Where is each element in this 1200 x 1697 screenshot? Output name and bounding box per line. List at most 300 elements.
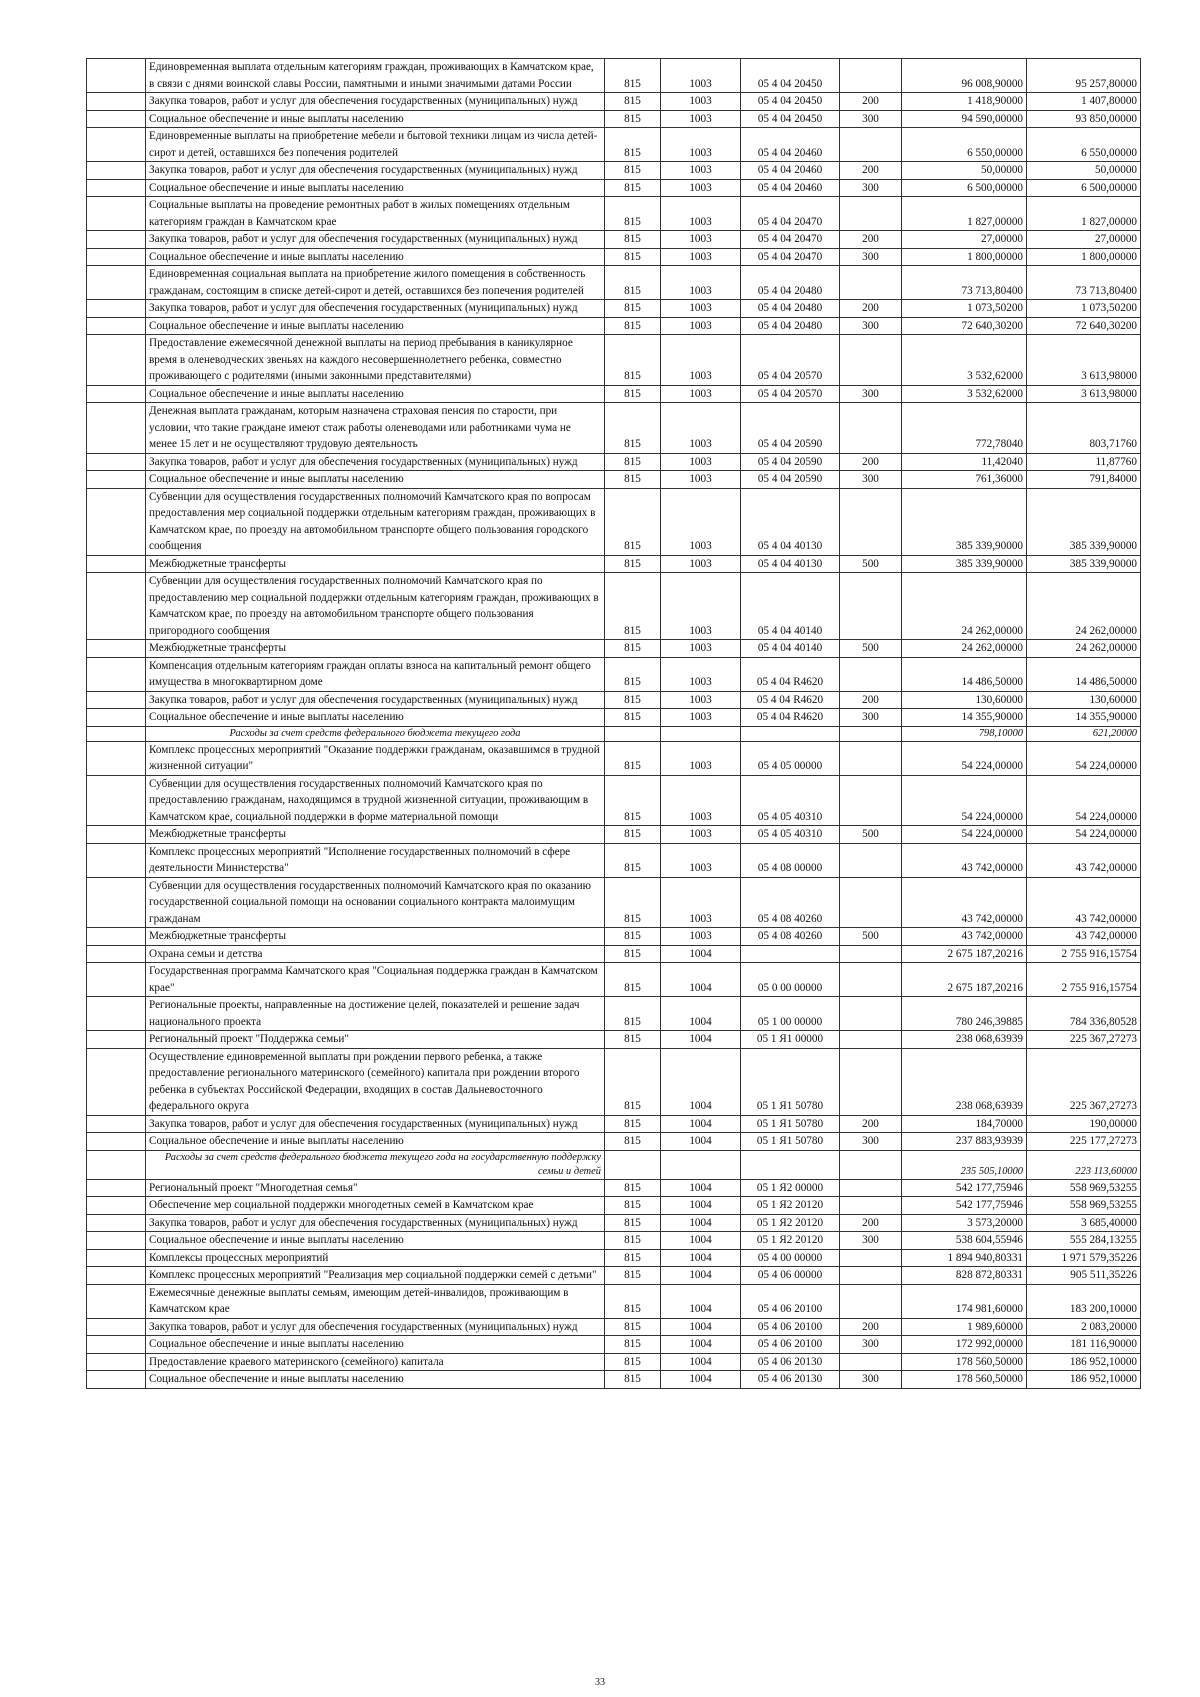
expense-type-code xyxy=(840,741,902,775)
target-article-code: 05 1 Я1 50780 xyxy=(741,1115,840,1133)
amount-year-2: 73 713,80400 xyxy=(1027,266,1141,300)
section-code: 1003 xyxy=(661,877,741,928)
empty-cell xyxy=(87,59,146,93)
table-row xyxy=(87,963,1141,997)
amount-year-2: 3 685,40000 xyxy=(1027,1214,1141,1232)
target-article-code: 05 4 04 20450 xyxy=(741,93,840,111)
grbs-code: 815 xyxy=(605,179,661,197)
target-article-code: 05 4 04 20470 xyxy=(741,197,840,231)
table-row xyxy=(87,1179,1141,1197)
expense-type-code xyxy=(840,1197,902,1215)
amount-year-1: 54 224,00000 xyxy=(902,826,1027,844)
target-article-code: 05 1 Я2 00000 xyxy=(741,1179,840,1197)
empty-cell xyxy=(87,843,146,877)
amount-year-1: 24 262,00000 xyxy=(902,573,1027,640)
item-name: Закупка товаров, работ и услуг для обеспечения государственных (муниципальных) нужд xyxy=(146,93,605,111)
grbs-code: 815 xyxy=(605,1031,661,1049)
section-code: 1004 xyxy=(661,1197,741,1215)
empty-cell xyxy=(87,93,146,111)
section-code: 1003 xyxy=(661,471,741,489)
amount-year-2: 803,71760 xyxy=(1027,403,1141,454)
target-article-code: 05 4 04 40140 xyxy=(741,573,840,640)
item-name: Закупка товаров, работ и услуг для обеспечения государственных (муниципальных) нужд xyxy=(146,300,605,318)
target-article-code: 05 4 05 40310 xyxy=(741,826,840,844)
target-article-code: 05 4 04 20590 xyxy=(741,403,840,454)
section-code: 1003 xyxy=(661,640,741,658)
amount-year-2: 621,20000 xyxy=(1027,726,1141,741)
amount-year-2: 1 073,50200 xyxy=(1027,300,1141,318)
amount-year-1: 94 590,00000 xyxy=(902,110,1027,128)
empty-cell xyxy=(87,1133,146,1151)
amount-year-1: 1 073,50200 xyxy=(902,300,1027,318)
section-code: 1003 xyxy=(661,231,741,249)
empty-cell xyxy=(87,741,146,775)
amount-year-1: 6 500,00000 xyxy=(902,179,1027,197)
grbs-code: 815 xyxy=(605,555,661,573)
grbs-code: 815 xyxy=(605,1048,661,1115)
item-name: Закупка товаров, работ и услуг для обеспечения государственных (муниципальных) нужд xyxy=(146,1115,605,1133)
amount-year-1: 73 713,80400 xyxy=(902,266,1027,300)
target-article-code: 05 1 00 00000 xyxy=(741,997,840,1031)
expense-type-code xyxy=(840,726,902,741)
item-name: Социальное обеспечение и иные выплаты населению xyxy=(146,179,605,197)
expense-type-code xyxy=(840,1353,902,1371)
grbs-code: 815 xyxy=(605,657,661,691)
grbs-code: 815 xyxy=(605,128,661,162)
section-code: 1003 xyxy=(661,691,741,709)
target-article-code: 05 1 Я2 20120 xyxy=(741,1214,840,1232)
item-name: Комплексы процессных мероприятий xyxy=(146,1249,605,1267)
section-code: 1003 xyxy=(661,657,741,691)
amount-year-2: 27,00000 xyxy=(1027,231,1141,249)
amount-year-2: 130,60000 xyxy=(1027,691,1141,709)
empty-cell xyxy=(87,335,146,386)
item-name: Закупка товаров, работ и услуг для обеспечения государственных (муниципальных) нужд xyxy=(146,1214,605,1232)
empty-cell xyxy=(87,963,146,997)
item-name: Социальные выплаты на проведение ремонтных работ в жилых помещениях отдельным категориям граждан в Камчатском крае xyxy=(146,197,605,231)
amount-year-1: 43 742,00000 xyxy=(902,928,1027,946)
amount-year-2: 555 284,13255 xyxy=(1027,1232,1141,1250)
table-row xyxy=(87,1249,1141,1267)
section-code: 1004 xyxy=(661,1179,741,1197)
expense-type-code: 200 xyxy=(840,231,902,249)
amount-year-2: 2 755 916,15754 xyxy=(1027,963,1141,997)
amount-year-1: 238 068,63939 xyxy=(902,1048,1027,1115)
grbs-code: 815 xyxy=(605,471,661,489)
section-code: 1003 xyxy=(661,110,741,128)
table-row xyxy=(87,59,1141,93)
target-article-code: 05 1 Я1 00000 xyxy=(741,1031,840,1049)
section-code: 1003 xyxy=(661,928,741,946)
expense-type-code xyxy=(840,1048,902,1115)
amount-year-1: 54 224,00000 xyxy=(902,741,1027,775)
amount-year-1: 54 224,00000 xyxy=(902,775,1027,826)
section-code: 1003 xyxy=(661,317,741,335)
amount-year-2: 1 407,80000 xyxy=(1027,93,1141,111)
amount-year-2: 225 367,27273 xyxy=(1027,1048,1141,1115)
empty-cell xyxy=(87,775,146,826)
amount-year-2: 24 262,00000 xyxy=(1027,573,1141,640)
item-name: Межбюджетные трансферты xyxy=(146,826,605,844)
table-row xyxy=(87,300,1141,318)
section-code: 1004 xyxy=(661,1336,741,1354)
empty-cell xyxy=(87,266,146,300)
target-article-code: 05 4 08 00000 xyxy=(741,843,840,877)
target-article-code: 05 4 04 20570 xyxy=(741,335,840,386)
expense-type-code: 300 xyxy=(840,1133,902,1151)
section-code: 1003 xyxy=(661,266,741,300)
table-row xyxy=(87,928,1141,946)
target-article-code: 05 4 04 R4620 xyxy=(741,709,840,727)
section-code: 1004 xyxy=(661,945,741,963)
grbs-code: 815 xyxy=(605,1318,661,1336)
section-code: 1003 xyxy=(661,453,741,471)
section-code: 1003 xyxy=(661,93,741,111)
target-article-code: 05 4 05 00000 xyxy=(741,741,840,775)
empty-cell xyxy=(87,657,146,691)
section-code: 1004 xyxy=(661,997,741,1031)
amount-year-2: 54 224,00000 xyxy=(1027,775,1141,826)
empty-cell xyxy=(87,162,146,180)
expense-type-code: 300 xyxy=(840,385,902,403)
empty-cell xyxy=(87,1284,146,1318)
empty-cell xyxy=(87,928,146,946)
item-name: Комплекс процессных мероприятий "Исполнение государственных полномочий в сфере деятельности Министерства" xyxy=(146,843,605,877)
table-row xyxy=(87,266,1141,300)
budget-table xyxy=(86,58,1141,1389)
empty-cell xyxy=(87,691,146,709)
section-code: 1004 xyxy=(661,1353,741,1371)
target-article-code: 05 4 04 20590 xyxy=(741,471,840,489)
amount-year-2: 95 257,80000 xyxy=(1027,59,1141,93)
amount-year-2: 54 224,00000 xyxy=(1027,826,1141,844)
empty-cell xyxy=(87,997,146,1031)
table-row xyxy=(87,691,1141,709)
section-code: 1004 xyxy=(661,1284,741,1318)
expense-type-code xyxy=(840,403,902,454)
amount-year-2: 558 969,53255 xyxy=(1027,1197,1141,1215)
table-row xyxy=(87,248,1141,266)
empty-cell xyxy=(87,1179,146,1197)
table-row xyxy=(87,1284,1141,1318)
item-name: Предоставление краевого материнского (семейного) капитала xyxy=(146,1353,605,1371)
empty-cell xyxy=(87,179,146,197)
target-article-code: 05 4 04 20470 xyxy=(741,248,840,266)
table-row xyxy=(87,1318,1141,1336)
amount-year-1: 43 742,00000 xyxy=(902,877,1027,928)
section-code: 1003 xyxy=(661,128,741,162)
amount-year-1: 3 532,62000 xyxy=(902,335,1027,386)
amount-year-1: 6 550,00000 xyxy=(902,128,1027,162)
empty-cell xyxy=(87,1150,146,1179)
amount-year-1: 43 742,00000 xyxy=(902,843,1027,877)
amount-year-2: 385 339,90000 xyxy=(1027,488,1141,555)
amount-year-2: 225 367,27273 xyxy=(1027,1031,1141,1049)
grbs-code: 815 xyxy=(605,1249,661,1267)
amount-year-1: 798,10000 xyxy=(902,726,1027,741)
grbs-code: 815 xyxy=(605,573,661,640)
amount-year-1: 24 262,00000 xyxy=(902,640,1027,658)
target-article-code: 05 4 06 20100 xyxy=(741,1318,840,1336)
grbs-code: 815 xyxy=(605,1371,661,1389)
item-name: Социальное обеспечение и иные выплаты населению xyxy=(146,1232,605,1250)
item-name: Предоставление ежемесячной денежной выплаты на период пребывания в каникулярное время в оленеводческих звеньях на каждого несовершеннолетнего ребенка, совместно проживающего с родителями (иными законными представителями) xyxy=(146,335,605,386)
table-row xyxy=(87,775,1141,826)
table-row xyxy=(87,197,1141,231)
amount-year-2: 186 952,10000 xyxy=(1027,1353,1141,1371)
expense-type-code: 200 xyxy=(840,1214,902,1232)
amount-year-2: 1 827,00000 xyxy=(1027,197,1141,231)
section-code: 1004 xyxy=(661,1031,741,1049)
amount-year-1: 96 008,90000 xyxy=(902,59,1027,93)
section-code: 1004 xyxy=(661,1115,741,1133)
empty-cell xyxy=(87,1214,146,1232)
expense-type-code: 300 xyxy=(840,1336,902,1354)
table-row xyxy=(87,573,1141,640)
expense-type-code xyxy=(840,573,902,640)
section-code: 1004 xyxy=(661,1048,741,1115)
item-name: Региональный проект "Многодетная семья" xyxy=(146,1179,605,1197)
expense-type-code: 300 xyxy=(840,110,902,128)
target-article-code: 05 4 04 20590 xyxy=(741,453,840,471)
section-code xyxy=(661,1150,741,1179)
table-row xyxy=(87,945,1141,963)
amount-year-1: 828 872,80331 xyxy=(902,1267,1027,1285)
section-code: 1003 xyxy=(661,573,741,640)
grbs-code: 815 xyxy=(605,877,661,928)
item-name: Межбюджетные трансферты xyxy=(146,928,605,946)
grbs-code: 815 xyxy=(605,1115,661,1133)
amount-year-2: 3 613,98000 xyxy=(1027,335,1141,386)
empty-cell xyxy=(87,1115,146,1133)
amount-year-2: 791,84000 xyxy=(1027,471,1141,489)
target-article-code: 05 4 04 20460 xyxy=(741,128,840,162)
expense-type-code xyxy=(840,1284,902,1318)
expense-type-code: 300 xyxy=(840,709,902,727)
expense-type-code: 500 xyxy=(840,826,902,844)
section-code: 1003 xyxy=(661,385,741,403)
item-name: Закупка товаров, работ и услуг для обеспечения государственных (муниципальных) нужд xyxy=(146,1318,605,1336)
amount-year-2: 43 742,00000 xyxy=(1027,843,1141,877)
item-name: Субвенции для осуществления государственных полномочий Камчатского края по предоставлению гражданам, находящимся в трудной жизненной ситуации, проживающим в Камчатском крае, социальной поддержки в форме материальной помощи xyxy=(146,775,605,826)
amount-year-2: 14 355,90000 xyxy=(1027,709,1141,727)
empty-cell xyxy=(87,1336,146,1354)
amount-year-2: 181 116,90000 xyxy=(1027,1336,1141,1354)
table-row xyxy=(87,453,1141,471)
table-row xyxy=(87,1371,1141,1389)
section-code: 1004 xyxy=(661,963,741,997)
item-name: Единовременная социальная выплата на приобретение жилого помещения в собственность гражданам, состоящим в списке детей-сирот и детей, оставшихся без попечения родителей xyxy=(146,266,605,300)
item-name: Социальное обеспечение и иные выплаты населению xyxy=(146,317,605,335)
empty-cell xyxy=(87,640,146,658)
target-article-code: 05 4 05 40310 xyxy=(741,775,840,826)
target-article-code: 05 4 04 40130 xyxy=(741,488,840,555)
grbs-code: 815 xyxy=(605,403,661,454)
table-row xyxy=(87,317,1141,335)
grbs-code: 815 xyxy=(605,691,661,709)
section-code: 1004 xyxy=(661,1249,741,1267)
empty-cell xyxy=(87,945,146,963)
amount-year-2: 6 550,00000 xyxy=(1027,128,1141,162)
grbs-code: 815 xyxy=(605,162,661,180)
empty-cell xyxy=(87,573,146,640)
grbs-code: 815 xyxy=(605,945,661,963)
amount-year-1: 542 177,75946 xyxy=(902,1197,1027,1215)
target-article-code: 05 0 00 00000 xyxy=(741,963,840,997)
amount-year-1: 1 989,60000 xyxy=(902,1318,1027,1336)
expense-type-code xyxy=(840,997,902,1031)
amount-year-1: 72 640,30200 xyxy=(902,317,1027,335)
amount-year-1: 11,42040 xyxy=(902,453,1027,471)
item-name: Расходы за счет средств федерального бюджета текущего года на государственную поддержку семьи и детей xyxy=(146,1150,605,1179)
grbs-code: 815 xyxy=(605,741,661,775)
section-code: 1003 xyxy=(661,826,741,844)
table-row xyxy=(87,657,1141,691)
grbs-code: 815 xyxy=(605,1267,661,1285)
amount-year-2: 24 262,00000 xyxy=(1027,640,1141,658)
grbs-code: 815 xyxy=(605,488,661,555)
amount-year-1: 14 486,50000 xyxy=(902,657,1027,691)
item-name: Субвенции для осуществления государственных полномочий Камчатского края по предоставлению мер социальной поддержки отдельным категориям граждан, проживающих в Камчатском крае, по проезду на автомобильном транспорте общего пользования пригородного сообщения xyxy=(146,573,605,640)
amount-year-1: 172 992,00000 xyxy=(902,1336,1027,1354)
amount-year-1: 130,60000 xyxy=(902,691,1027,709)
grbs-code: 815 xyxy=(605,93,661,111)
expense-type-code: 200 xyxy=(840,691,902,709)
expense-type-code: 300 xyxy=(840,179,902,197)
item-name: Закупка товаров, работ и услуг для обеспечения государственных (муниципальных) нужд xyxy=(146,453,605,471)
amount-year-1: 3 573,20000 xyxy=(902,1214,1027,1232)
amount-year-1: 780 246,39885 xyxy=(902,997,1027,1031)
grbs-code: 815 xyxy=(605,1232,661,1250)
table-row xyxy=(87,1267,1141,1285)
table-row xyxy=(87,93,1141,111)
amount-year-1: 1 827,00000 xyxy=(902,197,1027,231)
amount-year-2: 1 971 579,35226 xyxy=(1027,1249,1141,1267)
amount-year-2: 558 969,53255 xyxy=(1027,1179,1141,1197)
note-row xyxy=(87,1150,1141,1179)
target-article-code: 05 4 00 00000 xyxy=(741,1249,840,1267)
amount-year-2: 223 113,60000 xyxy=(1027,1150,1141,1179)
empty-cell xyxy=(87,231,146,249)
expense-type-code: 200 xyxy=(840,453,902,471)
item-name: Социальное обеспечение и иные выплаты населению xyxy=(146,1133,605,1151)
expense-type-code xyxy=(840,877,902,928)
amount-year-2: 190,00000 xyxy=(1027,1115,1141,1133)
empty-cell xyxy=(87,385,146,403)
budget-page xyxy=(86,58,1140,1389)
table-row xyxy=(87,335,1141,386)
item-name: Обеспечение мер социальной поддержки многодетных семей в Камчатском крае xyxy=(146,1197,605,1215)
item-name: Социальное обеспечение и иные выплаты населению xyxy=(146,385,605,403)
expense-type-code: 300 xyxy=(840,248,902,266)
empty-cell xyxy=(87,317,146,335)
amount-year-2: 72 640,30200 xyxy=(1027,317,1141,335)
amount-year-1: 542 177,75946 xyxy=(902,1179,1027,1197)
section-code: 1004 xyxy=(661,1214,741,1232)
expense-type-code xyxy=(840,59,902,93)
target-article-code: 05 1 Я2 20120 xyxy=(741,1232,840,1250)
grbs-code: 815 xyxy=(605,385,661,403)
grbs-code: 815 xyxy=(605,640,661,658)
empty-cell xyxy=(87,453,146,471)
section-code: 1003 xyxy=(661,179,741,197)
note-row xyxy=(87,726,1141,741)
target-article-code: 05 4 04 20480 xyxy=(741,266,840,300)
expense-type-code: 200 xyxy=(840,300,902,318)
target-article-code: 05 4 04 20570 xyxy=(741,385,840,403)
empty-cell xyxy=(87,709,146,727)
grbs-code: 815 xyxy=(605,317,661,335)
expense-type-code xyxy=(840,843,902,877)
empty-cell xyxy=(87,1048,146,1115)
grbs-code xyxy=(605,1150,661,1179)
amount-year-2: 183 200,10000 xyxy=(1027,1284,1141,1318)
empty-cell xyxy=(87,300,146,318)
table-row xyxy=(87,179,1141,197)
table-row xyxy=(87,385,1141,403)
table-row xyxy=(87,843,1141,877)
amount-year-2: 2 083,20000 xyxy=(1027,1318,1141,1336)
amount-year-1: 772,78040 xyxy=(902,403,1027,454)
expense-type-code: 300 xyxy=(840,1232,902,1250)
empty-cell xyxy=(87,555,146,573)
expense-type-code: 300 xyxy=(840,1371,902,1389)
grbs-code: 815 xyxy=(605,1336,661,1354)
budget-table-body xyxy=(87,59,1141,1389)
section-code: 1003 xyxy=(661,555,741,573)
amount-year-2: 905 511,35226 xyxy=(1027,1267,1141,1285)
item-name: Социальное обеспечение и иные выплаты населению xyxy=(146,709,605,727)
expense-type-code xyxy=(840,775,902,826)
item-name: Социальное обеспечение и иные выплаты населению xyxy=(146,1336,605,1354)
empty-cell xyxy=(87,1232,146,1250)
empty-cell xyxy=(87,1197,146,1215)
grbs-code: 815 xyxy=(605,843,661,877)
empty-cell xyxy=(87,1267,146,1285)
target-article-code: 05 4 04 40130 xyxy=(741,555,840,573)
amount-year-2: 93 850,00000 xyxy=(1027,110,1141,128)
grbs-code: 815 xyxy=(605,1197,661,1215)
target-article-code: 05 4 08 40260 xyxy=(741,877,840,928)
grbs-code: 815 xyxy=(605,1284,661,1318)
section-code: 1003 xyxy=(661,843,741,877)
section-code: 1003 xyxy=(661,248,741,266)
item-name: Социальное обеспечение и иные выплаты населению xyxy=(146,110,605,128)
section-code: 1003 xyxy=(661,162,741,180)
table-row xyxy=(87,1353,1141,1371)
amount-year-2: 3 613,98000 xyxy=(1027,385,1141,403)
section-code: 1004 xyxy=(661,1133,741,1151)
amount-year-1: 238 068,63939 xyxy=(902,1031,1027,1049)
empty-cell xyxy=(87,1249,146,1267)
amount-year-2: 385 339,90000 xyxy=(1027,555,1141,573)
target-article-code: 05 4 04 R4620 xyxy=(741,691,840,709)
item-name: Комплекс процессных мероприятий "Реализация мер социальной поддержки семей с детьми" xyxy=(146,1267,605,1285)
expense-type-code xyxy=(840,197,902,231)
amount-year-2: 784 336,80528 xyxy=(1027,997,1141,1031)
grbs-code: 815 xyxy=(605,928,661,946)
item-name: Межбюджетные трансферты xyxy=(146,555,605,573)
empty-cell xyxy=(87,471,146,489)
target-article-code: 05 4 06 20130 xyxy=(741,1353,840,1371)
amount-year-2: 225 177,27273 xyxy=(1027,1133,1141,1151)
empty-cell xyxy=(87,248,146,266)
grbs-code: 815 xyxy=(605,1353,661,1371)
item-name: Закупка товаров, работ и услуг для обеспечения государственных (муниципальных) нужд xyxy=(146,691,605,709)
section-code: 1003 xyxy=(661,300,741,318)
amount-year-1: 237 883,93939 xyxy=(902,1133,1027,1151)
expense-type-code xyxy=(840,945,902,963)
